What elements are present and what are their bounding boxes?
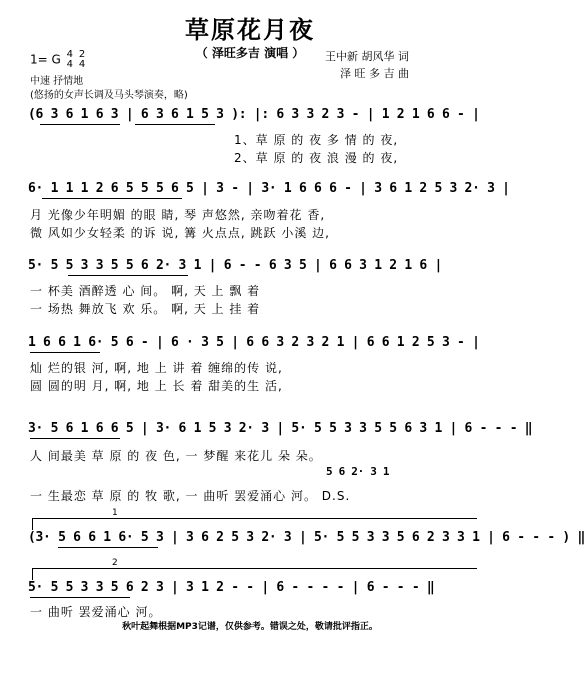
composer: 泽 旺 多 吉 曲 <box>340 67 409 80</box>
volta-2-label: 2 <box>112 558 118 568</box>
notation-line-7: 5· 5 5 3 3 5 6 2 3 | 3 1 2 - - | 6 - - - - | 6 - - - ‖ <box>28 580 435 595</box>
lyrics-line-4a: 灿 烂的银 河, 啊, 地 上 讲 着 缠绵的传 说, <box>30 361 283 375</box>
lyrics-line-4b: 圆 圆的明 月, 啊, 地 上 长 着 甜美的生 活, <box>30 379 283 393</box>
volta-2-bracket-left <box>32 568 33 580</box>
beam <box>42 198 182 199</box>
lyrics-line-1b: 2、草 原 的 夜 浪 漫 的 夜, <box>234 151 399 165</box>
beam <box>40 124 120 125</box>
credits <box>325 48 409 82</box>
beam <box>30 597 130 598</box>
time-signature-2: 2 4 <box>78 49 86 70</box>
notation-line-5: 3· 5 6 1 6 6 5 | 3· 6 1 5 3 2· 3 | 5· 5 5 3 3 5 5 6 3 1 | 6 - - - ‖ <box>28 421 533 436</box>
volta-2-bracket <box>32 568 477 569</box>
time-signature-1: 4 4 <box>66 49 74 70</box>
lyrics-line-3b: 一 场热 舞放飞 欢 乐。 啊, 天 上 挂 着 <box>30 302 261 316</box>
beam <box>58 547 158 548</box>
page-title: 草原花月夜 <box>185 15 315 44</box>
lyrics-line-1a: 1、草 原 的 夜 多 情 的 夜, <box>234 133 399 147</box>
lyrics-line-2b: 微 风如少女轻柔 的诉 说, 篝 火点点, 跳跃 小溪 边, <box>30 226 330 240</box>
performer-subtitle: （ 泽旺多吉 演唱 ） <box>195 46 305 60</box>
volta-1-bracket-left <box>32 518 33 530</box>
intro-note: (悠扬的女声长调及马头琴演奏，略) <box>30 90 188 101</box>
beam <box>30 352 100 353</box>
lyrics-line-5b: 一 生最恋 草 原 的 牧 歌, 一 曲听 罢爱涌心 河。 D.S. <box>30 489 351 503</box>
beam <box>68 275 188 276</box>
lyricist: 王中新 胡风华 词 <box>325 50 409 63</box>
footer-note: 秋叶起舞根据MP3记谱，仅供参考。错误之处，敬请批评指正。 <box>122 622 378 632</box>
tempo-marking: 中速 抒情地 <box>30 76 84 87</box>
notation-line-1: (6 3 6 1 6 3 | 6 3 6 1 5 3 ): |: 6 3 3 2 3 - | 1 2 1 6 6 - | <box>28 107 480 122</box>
volta-1-label: 1 <box>112 508 118 518</box>
notation-line-3: 5· 5 5 3 3 5 5 6 2· 3 1 | 6 - - 6 3 5 | 6 6 3 1 2 1 6 | <box>28 258 442 273</box>
lyrics-line-5a: 人 间最美 草 原 的 夜 色, 一 梦醒 来花儿 朵 朵。 <box>30 449 322 463</box>
notation-line-6: (3· 5 6 6 1 6· 5 3 | 3 6 2 5 3 2· 3 | 5· 5 5 3 3 5 6 2 3 3 1 | 6 - - - ) ‖ <box>28 530 585 545</box>
key-prefix: 1= G <box>30 52 61 67</box>
key-signature <box>30 50 85 70</box>
lyrics-line-7: 一 曲听 罢爱涌心 河。 <box>30 605 162 619</box>
beam <box>30 438 120 439</box>
lyrics-line-2a: 月 光像少年明媚 的眼 睛, 琴 声悠然, 亲吻着花 香, <box>30 208 326 222</box>
volta-1-bracket <box>32 518 477 519</box>
notation-line-4: 1 6 6 1 6· 5 6 - | 6 · 3 5 | 6 6 3 2 3 2 1 | 6 6 1 2 5 3 - | <box>28 335 480 350</box>
notation-line-2: 6· 1 1 1 2 6 5 5 5 6 5 | 3 - | 3· 1 6 6 6 - | 3 6 1 2 5 3 2· 3 | <box>28 181 510 196</box>
lyrics-line-3a: 一 杯美 酒醉透 心 间。 啊, 天 上 飘 着 <box>30 284 261 298</box>
beam <box>135 124 215 125</box>
alternate-notes: 5 6 2· 3 1 <box>326 465 390 478</box>
